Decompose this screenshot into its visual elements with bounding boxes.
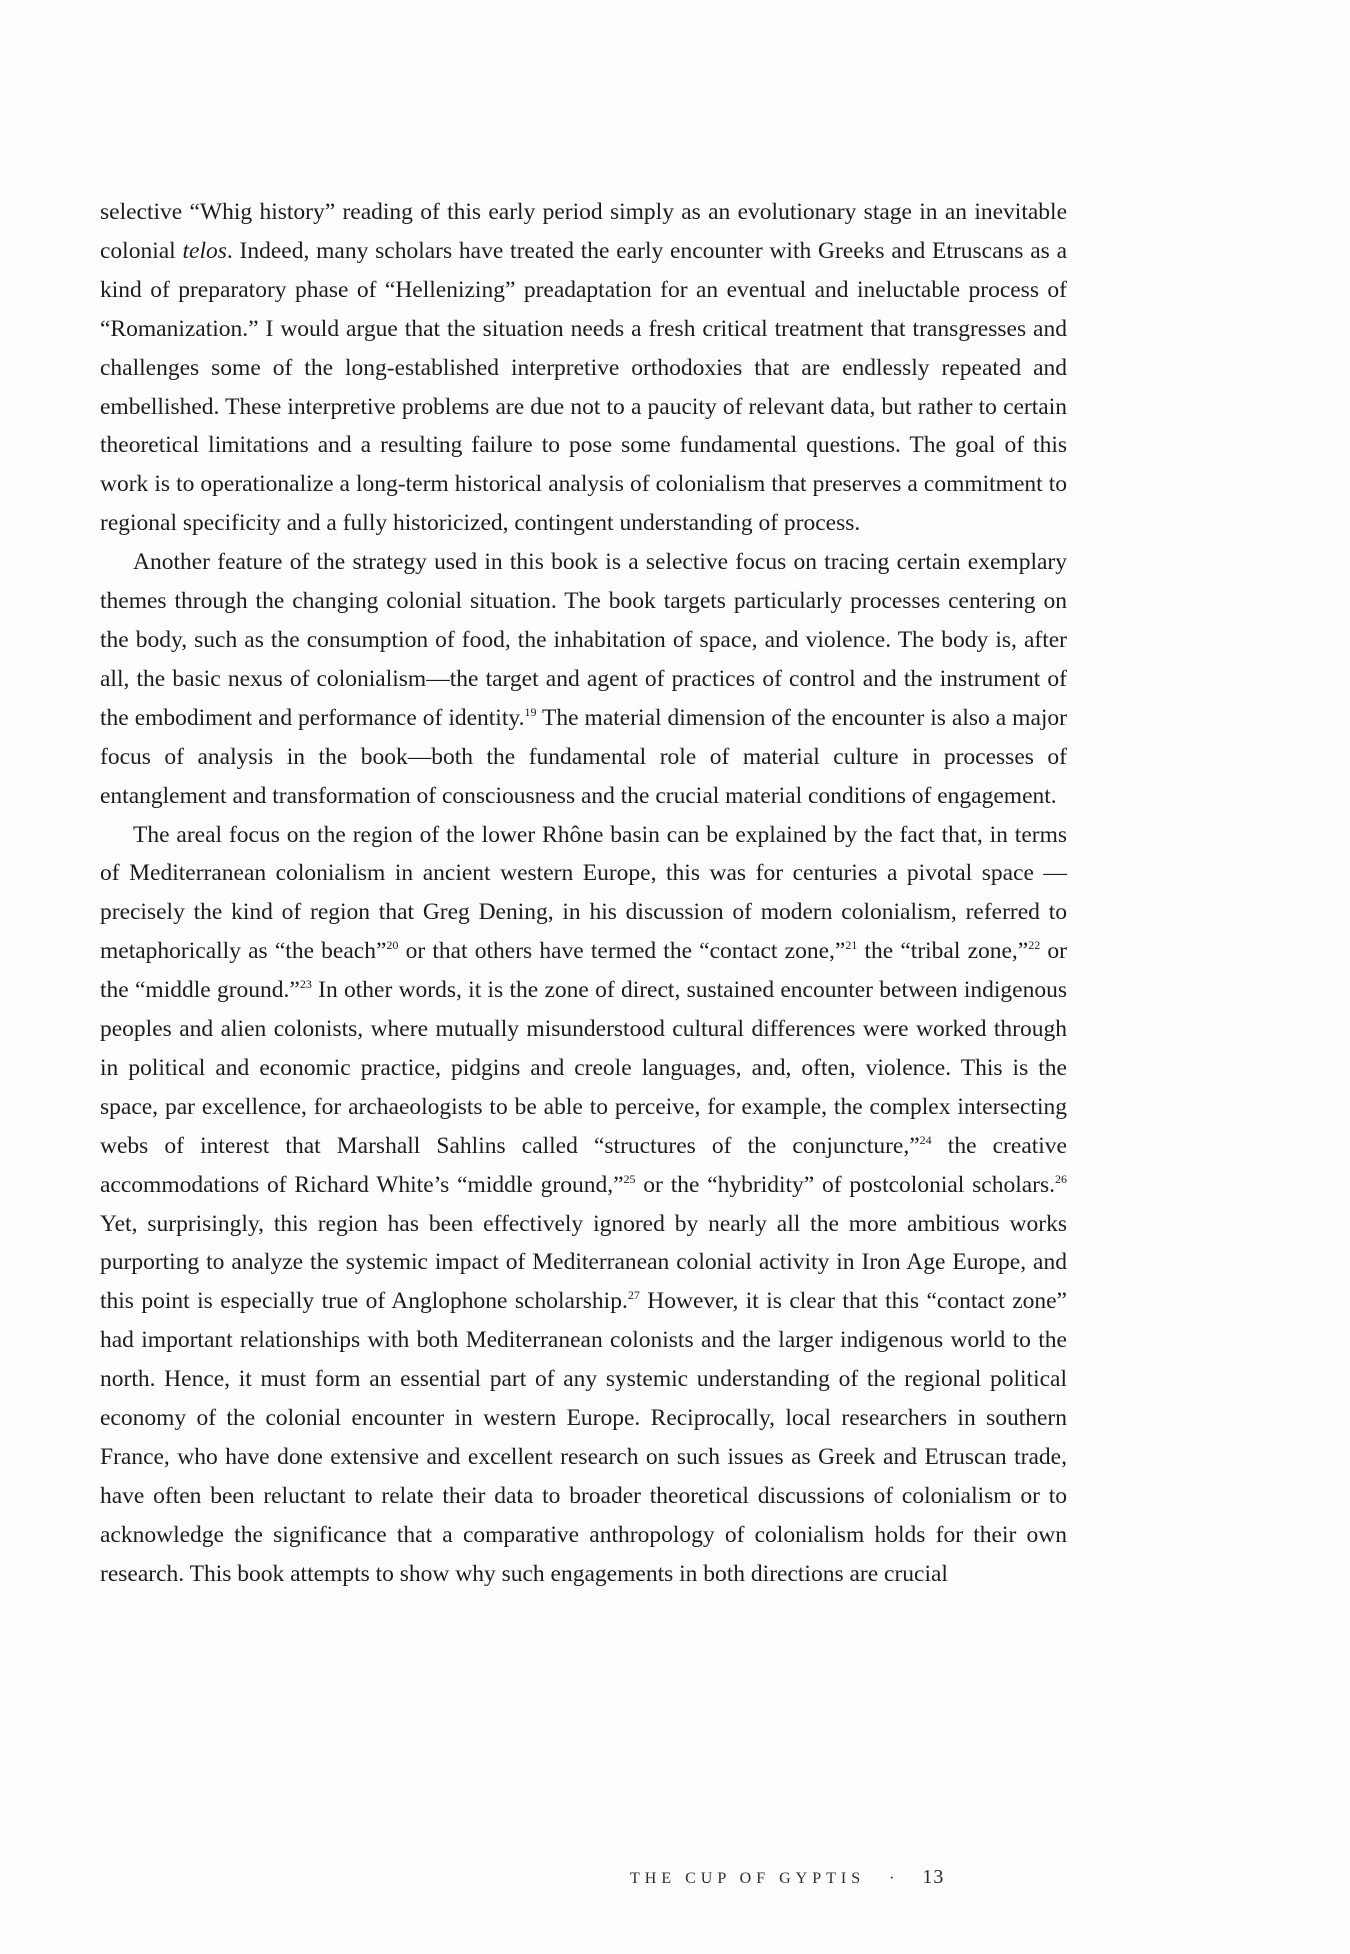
text-run: the “tribal zone,” (857, 938, 1029, 965)
footnote-marker: 21 (845, 938, 858, 953)
text-run: the creative accommodations of Richard White’s “middle ground,” (100, 1132, 1067, 1198)
running-footer (630, 1866, 944, 1889)
footnote-marker: 27 (627, 1288, 640, 1303)
text-run: selective “Whig history” reading of this early period simply as an evolutionary stage in an inevitable colonial (100, 199, 1067, 264)
text-run: . Indeed, many scholars have treated the early encounter with Greeks and Etruscans as a kind of preparatory phase of “Hellenizing” preadaptation for an eventual and ineluctable process of “Romanization.” I would argue that the situation needs a fresh critical treatment that transgresses and challenges some of the long-established interpretive orthodoxies that are endlessly repeated and embellished. These interpretive problems are due not to a paucity of relevant data, but rather to certain theoretical limitations and a resulting failure to pose some fundamental questions. The goal of this work is to operationalize a long-term historical analysis of colonialism that preserves a commitment to regional specificity and a fully historicized, contingent understanding of process. (100, 237, 1067, 537)
running-title: THE CUP OF GYPTIS (630, 1870, 866, 1887)
paragraph (100, 543, 1067, 815)
footer-separator: · (889, 1870, 895, 1887)
footnote-marker: 19 (524, 704, 537, 719)
italic-term: telos (182, 237, 227, 264)
text-run: or the “middle ground.” (100, 938, 1067, 1004)
text-run: The material dimension of the encounter is also a major focus of analysis in the book—both the fundamental role of material culture in processes of entanglement and transformation of consciousness and the crucial material conditions of engagement. (100, 704, 1067, 809)
paragraph (100, 193, 1067, 543)
page-number: 13 (922, 1866, 945, 1888)
footnote-marker: 25 (623, 1171, 636, 1186)
text-run: The areal focus on the region of the lower Rhône basin can be explained by the fact that, in terms of Mediterranean colonialism in ancient western Europe, this was for centuries a pivotal space — precisely the kind of region that Greg Dening, in his discussion of modern colonialism, referred to metaphorically as “the beach” (100, 821, 1067, 965)
text-run: Yet, surprisingly, this region has been effectively ignored by nearly all the more ambitious works purporting to analyze the systemic impact of Mediterranean colonial activity in Iron Age Europe, and this point is especially true of Anglophone scholarship. (100, 1210, 1067, 1315)
footnote-marker: 20 (386, 938, 399, 953)
footnote-marker: 26 (1055, 1171, 1067, 1186)
paragraph (100, 816, 1067, 1594)
footnote-marker: 24 (919, 1132, 932, 1147)
footnote-marker: 22 (1028, 938, 1041, 953)
footnote-marker: 23 (299, 977, 312, 992)
text-run: However, it is clear that this “contact zone” had important relationships with both Mediterranean colonists and the larger indigenous world to the north. Hence, it must form an essential part of any systemic understanding of the regional political economy of the colonial encounter in western Europe. Reciprocally, local researchers in southern France, who have done extensive and excellent research on such issues as Greek and Etruscan trade, have often been reluctant to relate their data to broader theoretical discussions of colonialism or to acknowledge the significance that a comparative anthropology of colonialism holds for their own research. This book attempts to show why such engagements in both directions are crucial (100, 1288, 1067, 1587)
body-text (100, 193, 1067, 1594)
text-run: Another feature of the strategy used in this book is a selective focus on tracing certain exemplary themes through the changing colonial situation. The book targets particularly processes centering on the body, such as the consumption of food, the inhabitation of space, and violence. The body is, after all, the basic nexus of colonialism—the target and agent of practices of control and the instrument of the embodiment and performance of identity. (100, 549, 1067, 731)
text-run: or that others have termed the “contact zone,” (398, 938, 846, 965)
text-run: In other words, it is the zone of direct, sustained encounter between indigenous peoples and alien colonists, where mutually misunderstood cultural differences were worked through in political and economic practice, pidgins and creole languages, and, often, violence. This is the space, par excellence, for archaeologists to be able to perceive, for example, the complex intersecting webs of interest that Marshall Sahlins called “structures of the conjuncture,” (100, 977, 1067, 1159)
text-run: or the “hybridity” of postcolonial scholars. (635, 1171, 1055, 1198)
